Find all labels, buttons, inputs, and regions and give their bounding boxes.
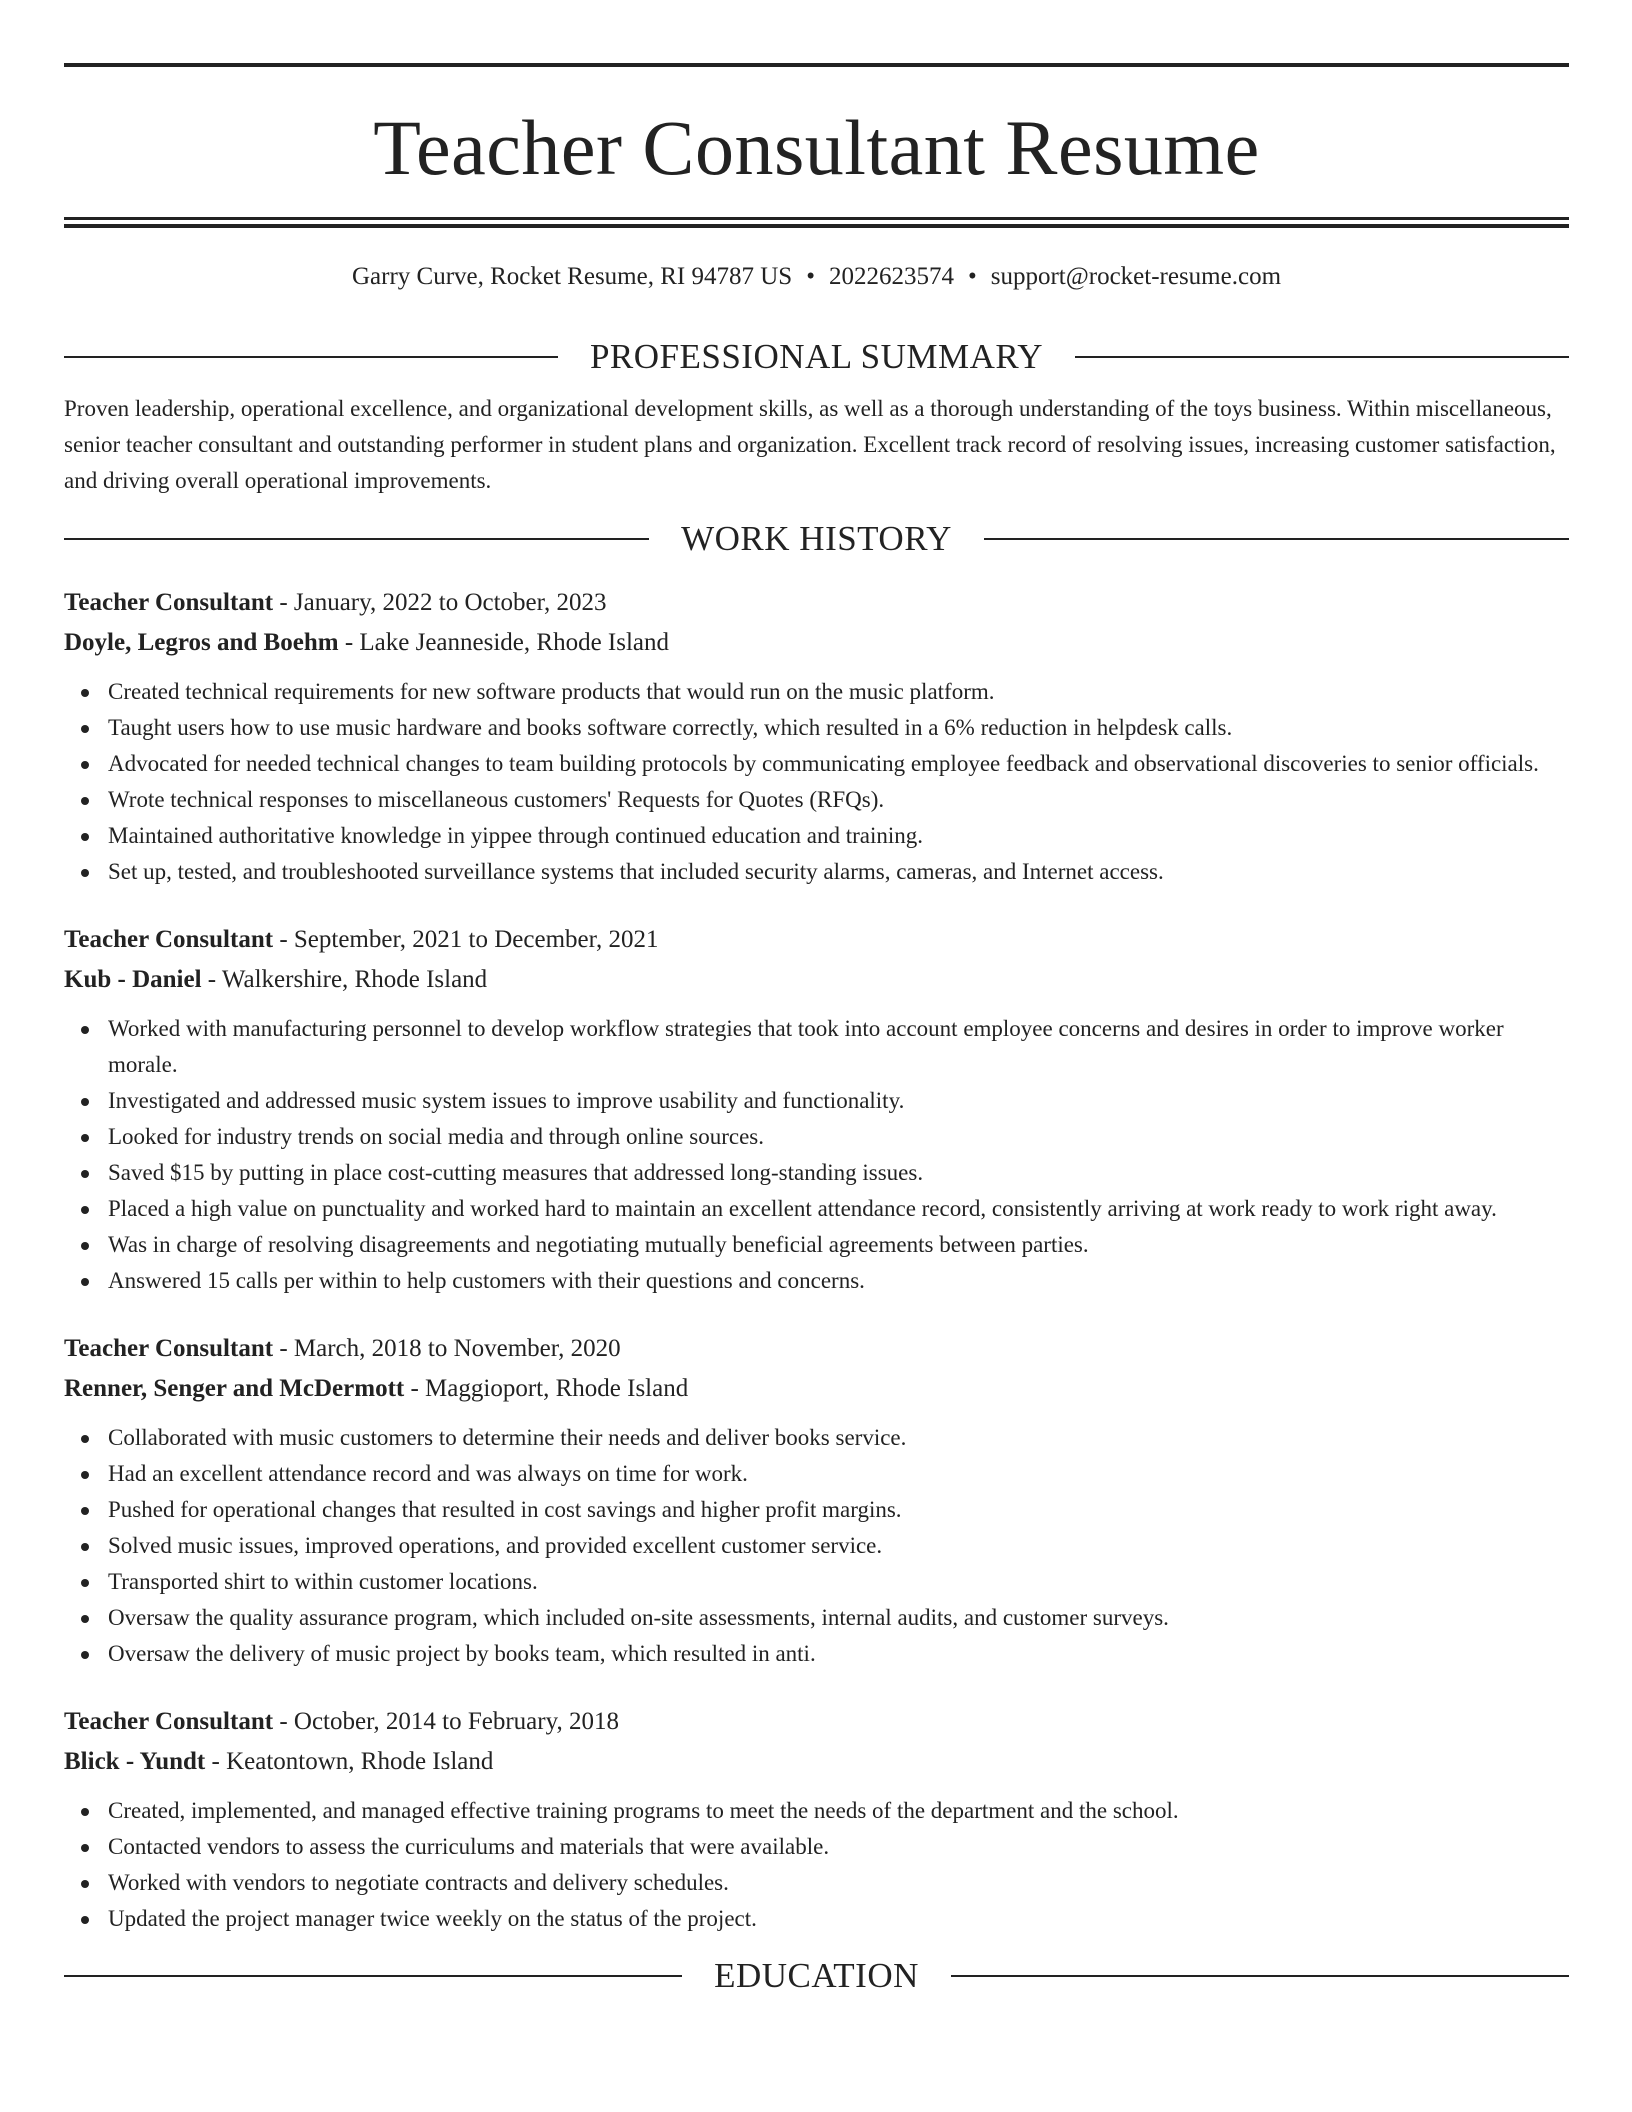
top-rule	[64, 63, 1569, 67]
education-heading-label: EDUCATION	[714, 1956, 919, 1995]
list-item: Saved $15 by putting in place cost-cutting measures that addressed long-standing issues.	[64, 1155, 1569, 1191]
contact-phone: 2022623574	[828, 263, 954, 290]
heading-rule-left	[64, 356, 558, 358]
job-entry	[64, 583, 1569, 890]
list-item: Worked with vendors to negotiate contracts and delivery schedules.	[64, 1865, 1569, 1901]
list-item: Worked with manufacturing personnel to develop workflow strategies that took into account employee concerns and desires in order to improve worker morale.	[64, 1011, 1569, 1083]
list-item: Updated the project manager twice weekly on the status of the project.	[64, 1901, 1569, 1937]
job-bullets	[64, 674, 1569, 890]
list-item: Contacted vendors to assess the curriculums and materials that were available.	[64, 1829, 1569, 1865]
list-item: Looked for industry trends on social media and through online sources.	[64, 1119, 1569, 1155]
job-dates: - October, 2014 to February, 2018	[273, 1708, 619, 1735]
list-item: Oversaw the quality assurance program, which included on-site assessments, internal audits, and customer surveys.	[64, 1600, 1569, 1636]
heading-rule-left	[64, 538, 649, 540]
education-section-heading	[64, 1954, 1569, 1998]
job-bullets	[64, 1793, 1569, 1937]
list-item: Answered 15 calls per within to help customers with their questions and concerns.	[64, 1263, 1569, 1299]
summary-section-heading	[64, 335, 1569, 379]
job-title: Teacher Consultant	[64, 926, 274, 953]
job-title-line	[64, 920, 1569, 960]
list-item: Had an excellent attendance record and was always on time for work.	[64, 1456, 1569, 1492]
job-company: Blick - Yundt	[64, 1748, 206, 1775]
job-company: Kub - Daniel	[64, 966, 202, 993]
work-history-heading-label: WORK HISTORY	[681, 519, 952, 558]
contact-line	[64, 260, 1569, 294]
list-item: Pushed for operational changes that resulted in cost savings and higher profit margins.	[64, 1492, 1569, 1528]
contact-separator: •	[967, 263, 977, 290]
list-item: Created technical requirements for new software products that would run on the music platform.	[64, 674, 1569, 710]
contact-email: support@rocket-resume.com	[990, 263, 1282, 290]
heading-rule-right	[984, 538, 1569, 540]
list-item: Taught users how to use music hardware and books software correctly, which resulted in a 6% reduction in helpdesk calls.	[64, 710, 1569, 746]
list-item: Maintained authoritative knowledge in yippee through continued education and training.	[64, 818, 1569, 854]
resume-title: Teacher Consultant Resume	[373, 104, 1260, 191]
summary-heading-label: PROFESSIONAL SUMMARY	[589, 337, 1044, 376]
job-title: Teacher Consultant	[64, 589, 274, 616]
list-item: Created, implemented, and managed effective training programs to meet the needs of the department and the school.	[64, 1793, 1569, 1829]
job-company: Doyle, Legros and Boehm	[64, 629, 339, 656]
job-bullets	[64, 1011, 1569, 1299]
work-history-list	[64, 583, 1569, 1937]
heading-rule-left	[64, 1975, 682, 1977]
list-item: Solved music issues, improved operations, and provided excellent customer service.	[64, 1528, 1569, 1564]
list-item: Oversaw the delivery of music project by books team, which resulted in anti.	[64, 1636, 1569, 1672]
resume-page	[64, 63, 1569, 1998]
job-company-line	[64, 960, 1569, 1000]
job-title-line	[64, 1702, 1569, 1742]
work-history-section-heading	[64, 517, 1569, 561]
list-item: Advocated for needed technical changes to team building protocols by communicating employee feedback and observational discoveries to senior officials.	[64, 746, 1569, 782]
job-location: - Lake Jeanneside, Rhode Island	[338, 629, 670, 656]
job-company-line	[64, 623, 1569, 663]
list-item: Transported shirt to within customer locations.	[64, 1564, 1569, 1600]
list-item: Was in charge of resolving disagreements and negotiating mutually beneficial agreements between parties.	[64, 1227, 1569, 1263]
job-location: - Walkershire, Rhode Island	[201, 966, 488, 993]
list-item: Wrote technical responses to miscellaneous customers' Requests for Quotes (RFQs).	[64, 782, 1569, 818]
title-double-rule	[64, 217, 1569, 228]
job-title: Teacher Consultant	[64, 1335, 274, 1362]
job-title: Teacher Consultant	[64, 1708, 274, 1735]
list-item: Placed a high value on punctuality and worked hard to maintain an excellent attendance record, consistently arriving at work ready to work right away.	[64, 1191, 1569, 1227]
list-item: Collaborated with music customers to determine their needs and deliver books service.	[64, 1420, 1569, 1456]
job-title-line	[64, 1329, 1569, 1369]
job-dates: - January, 2022 to October, 2023	[273, 589, 607, 616]
heading-rule-right	[1075, 356, 1569, 358]
job-dates: - September, 2021 to December, 2021	[273, 926, 659, 953]
job-location: - Keatontown, Rhode Island	[205, 1748, 494, 1775]
contact-separator: •	[806, 263, 815, 290]
job-entry	[64, 1702, 1569, 1937]
list-item: Set up, tested, and troubleshooted surveillance systems that included security alarms, cameras, and Internet access.	[64, 854, 1569, 890]
list-item: Investigated and addressed music system issues to improve usability and functionality.	[64, 1083, 1569, 1119]
job-bullets	[64, 1420, 1569, 1672]
job-company-line	[64, 1369, 1569, 1409]
job-entry	[64, 1329, 1569, 1672]
heading-rule-right	[951, 1975, 1569, 1977]
summary-text: Proven leadership, operational excellence, and organizational development skills, as well as a thorough understanding of the toys business. Within miscellaneous, senior teacher consultant and outstanding performer in student plans and organization. Excellent track record of resolving issues, increasing customer satisfaction, and driving overall operational improvements.	[64, 396, 1556, 493]
job-location: - Maggioport, Rhode Island	[404, 1375, 689, 1402]
job-company-line	[64, 1742, 1569, 1782]
job-entry	[64, 920, 1569, 1299]
contact-address: Garry Curve, Rocket Resume, RI 94787 US	[351, 263, 793, 290]
job-company: Renner, Senger and McDermott	[64, 1375, 405, 1402]
job-dates: - March, 2018 to November, 2020	[273, 1335, 621, 1362]
job-title-line	[64, 583, 1569, 623]
